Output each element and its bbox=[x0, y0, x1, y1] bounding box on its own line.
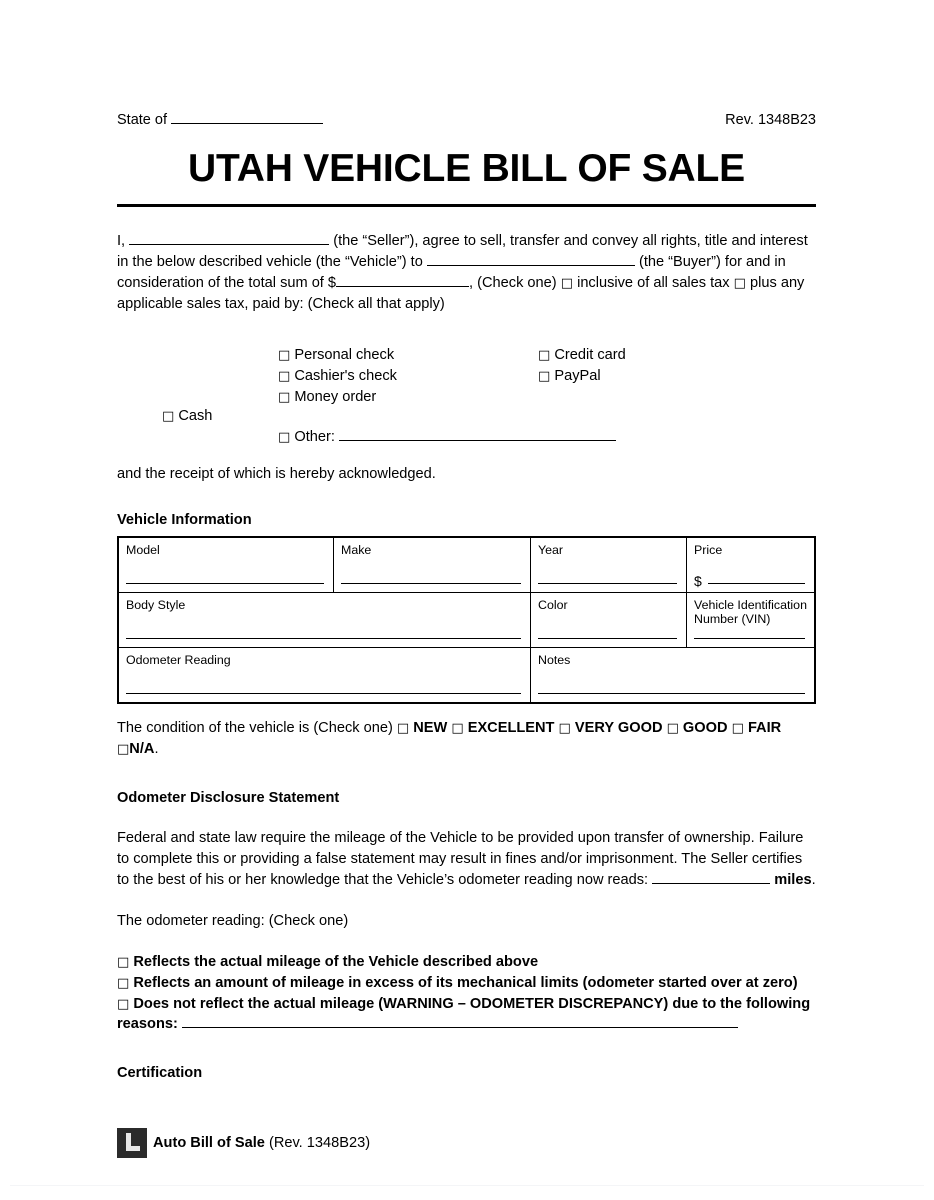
intro-text-d: , (Check one) bbox=[469, 274, 557, 291]
checkbox-condition-excellent[interactable]: □ bbox=[451, 721, 464, 737]
checkbox-condition-na[interactable]: □ bbox=[117, 742, 130, 758]
cell-model-blank[interactable] bbox=[126, 583, 324, 584]
checkbox-cashiers-check[interactable]: □ bbox=[278, 369, 291, 385]
condition-option-good: GOOD bbox=[682, 720, 728, 737]
cell-body-style-blank[interactable] bbox=[126, 638, 521, 639]
vehicle-condition-line bbox=[117, 718, 816, 759]
vehicle-information-heading: Vehicle Information bbox=[117, 512, 252, 529]
intro-text-b: (the “Seller”), agree to sell, transfer and convey all rights, title and interest in the below described vehicle (the “Vehicle”) to bbox=[117, 232, 808, 270]
brand-logo-icon bbox=[117, 1128, 147, 1158]
cell-price[interactable] bbox=[687, 537, 816, 593]
condition-period: . bbox=[154, 741, 159, 758]
checkbox-personal-check[interactable]: □ bbox=[278, 348, 291, 364]
footer-revision: (Rev. 1348B23) bbox=[268, 1135, 371, 1152]
cell-year[interactable] bbox=[531, 537, 687, 593]
odometer-option-excess[interactable] bbox=[117, 973, 816, 994]
checkbox-plus-tax[interactable]: □ bbox=[733, 275, 746, 291]
cell-notes[interactable] bbox=[531, 648, 816, 704]
price-currency-symbol: $ bbox=[694, 573, 702, 590]
checkbox-paypal[interactable]: □ bbox=[538, 369, 551, 385]
seller-name-blank[interactable] bbox=[129, 244, 329, 245]
payment-option-other[interactable] bbox=[278, 429, 616, 445]
cell-odometer-reading-blank[interactable] bbox=[126, 693, 521, 694]
checkbox-money-order[interactable]: □ bbox=[278, 389, 291, 405]
cell-body-style[interactable] bbox=[118, 593, 531, 648]
revision-number: Rev. 1348B23 bbox=[725, 112, 816, 128]
odometer-disclosure-heading: Odometer Disclosure Statement bbox=[117, 789, 340, 806]
cell-price-label: Price bbox=[694, 543, 723, 558]
odometer-miles-label: miles bbox=[774, 872, 812, 889]
plus-tax-label: plus any applicable sales tax, paid by: (Check all that apply) bbox=[117, 274, 805, 312]
odometer-option-actual[interactable] bbox=[117, 952, 816, 973]
title-divider bbox=[117, 204, 816, 207]
state-of-field bbox=[117, 112, 323, 128]
intro-text-a: I, bbox=[117, 232, 126, 249]
checkbox-other[interactable]: □ bbox=[278, 430, 291, 446]
cell-price-blank[interactable] bbox=[708, 583, 805, 584]
page-bottom-edge bbox=[10, 1185, 924, 1186]
payment-option-cashiers-check[interactable] bbox=[278, 366, 397, 387]
cell-year-label: Year bbox=[538, 543, 564, 558]
payment-column-middle bbox=[278, 345, 397, 407]
payment-option-money-order[interactable] bbox=[278, 387, 397, 408]
footer-brand-name: Auto Bill of Sale bbox=[153, 1135, 265, 1152]
checkbox-condition-fair[interactable]: □ bbox=[731, 721, 744, 737]
odometer-disclosure-paragraph bbox=[117, 828, 816, 891]
document-content bbox=[117, 112, 816, 1158]
payment-methods-block bbox=[117, 345, 816, 450]
cell-color[interactable] bbox=[531, 593, 687, 648]
cell-year-blank[interactable] bbox=[538, 583, 677, 584]
odometer-paragraph-text: Federal and state law require the mileage of the Vehicle to be provided upon transfer of ownership. Failure to complete this or providing a false statement may result in fines and/or imprisonment. The Seller certifies to the best of his or her knowledge that the Vehicle’s odometer reading now reads: bbox=[117, 829, 804, 889]
intro-paragraph bbox=[117, 231, 816, 314]
checkbox-odometer-excess[interactable]: □ bbox=[117, 976, 130, 991]
checkbox-condition-very-good[interactable]: □ bbox=[558, 721, 571, 737]
checkbox-inclusive-tax[interactable]: □ bbox=[560, 275, 574, 291]
condition-option-fair: FAIR bbox=[747, 720, 782, 737]
page-title: UTAH VEHICLE BILL OF SALE bbox=[188, 147, 745, 190]
odometer-miles-blank[interactable] bbox=[652, 883, 770, 884]
table-row bbox=[118, 593, 815, 648]
receipt-acknowledgement: and the receipt of which is hereby acknowledged. bbox=[117, 466, 436, 483]
payment-option-credit-card-label: Credit card bbox=[554, 347, 626, 364]
state-of-label: State of bbox=[117, 112, 167, 128]
condition-lead-text: The condition of the vehicle is (Check one) bbox=[117, 720, 393, 737]
checkbox-odometer-discrepancy[interactable]: □ bbox=[117, 996, 130, 1012]
document-header bbox=[117, 112, 816, 128]
cell-vin-blank[interactable] bbox=[694, 638, 805, 639]
payment-other-blank[interactable] bbox=[339, 440, 616, 441]
payment-option-cash-label: Cash bbox=[178, 408, 213, 425]
cell-odometer-reading-label: Odometer Reading bbox=[126, 653, 231, 668]
payment-option-money-order-label: Money order bbox=[294, 388, 377, 405]
cell-odometer-reading[interactable] bbox=[118, 648, 531, 704]
odometer-paragraph-end: . bbox=[811, 872, 816, 889]
cell-vin[interactable] bbox=[687, 593, 816, 648]
cell-body-style-label: Body Style bbox=[126, 598, 186, 613]
cell-make-label: Make bbox=[341, 543, 372, 558]
cell-make-blank[interactable] bbox=[341, 583, 521, 584]
cell-make[interactable] bbox=[334, 537, 531, 593]
table-row bbox=[118, 537, 815, 593]
condition-option-very-good: VERY GOOD bbox=[574, 720, 663, 737]
cell-model[interactable] bbox=[118, 537, 334, 593]
payment-option-personal-check[interactable] bbox=[278, 345, 397, 366]
footer-brand-text bbox=[153, 1135, 370, 1151]
inclusive-tax-label: inclusive of all sales tax bbox=[577, 274, 730, 291]
odometer-options-list bbox=[117, 952, 816, 1035]
cell-notes-label: Notes bbox=[538, 653, 571, 668]
odometer-option-discrepancy[interactable] bbox=[117, 994, 816, 1035]
odometer-check-one-label: The odometer reading: (Check one) bbox=[117, 913, 349, 930]
state-of-blank[interactable] bbox=[171, 123, 323, 124]
payment-option-other-label: Other: bbox=[294, 429, 335, 446]
cell-model-label: Model bbox=[126, 543, 160, 558]
checkbox-condition-good[interactable]: □ bbox=[666, 721, 679, 737]
vehicle-information-table bbox=[117, 536, 816, 704]
checkbox-odometer-actual[interactable]: □ bbox=[117, 955, 130, 971]
payment-option-personal-check-label: Personal check bbox=[294, 347, 395, 364]
certification-heading: Certification bbox=[117, 1065, 203, 1082]
payment-option-cashiers-check-label: Cashier's check bbox=[294, 368, 397, 385]
buyer-name-blank[interactable] bbox=[427, 265, 635, 266]
payment-option-paypal[interactable] bbox=[538, 366, 626, 387]
condition-option-na: N/A bbox=[129, 741, 155, 758]
checkbox-cash[interactable]: □ bbox=[162, 409, 175, 425]
intro-text-c: (the “Buyer”) for and in consideration of the total sum of $ bbox=[117, 253, 786, 291]
document-footer bbox=[117, 1128, 816, 1158]
condition-option-excellent: EXCELLENT bbox=[467, 720, 555, 737]
total-sum-blank[interactable] bbox=[336, 286, 469, 287]
table-row bbox=[118, 648, 815, 704]
payment-column-right bbox=[538, 345, 626, 386]
odometer-option-excess-label: Reflects an amount of mileage in excess of its mechanical limits (odometer started over at zero) bbox=[133, 975, 798, 991]
checkbox-credit-card[interactable]: □ bbox=[538, 348, 551, 364]
condition-option-new: NEW bbox=[413, 720, 448, 737]
cell-color-blank[interactable] bbox=[538, 638, 677, 639]
odometer-option-actual-label: Reflects the actual mileage of the Vehicle described above bbox=[133, 954, 539, 971]
payment-option-cash[interactable] bbox=[162, 408, 212, 424]
cell-color-label: Color bbox=[538, 598, 568, 613]
payment-option-credit-card[interactable] bbox=[538, 345, 626, 366]
odometer-reasons-blank[interactable] bbox=[182, 1027, 738, 1028]
payment-option-paypal-label: PayPal bbox=[554, 368, 601, 385]
checkbox-condition-new[interactable]: □ bbox=[396, 721, 410, 737]
odometer-option-discrepancy-label: Does not reflect the actual mileage (WARNING – ODOMETER DISCREPANCY) due to the following reasons: bbox=[117, 995, 811, 1033]
cell-notes-blank[interactable] bbox=[538, 693, 805, 694]
cell-vin-label: Vehicle Identification Number (VIN) bbox=[694, 598, 807, 627]
